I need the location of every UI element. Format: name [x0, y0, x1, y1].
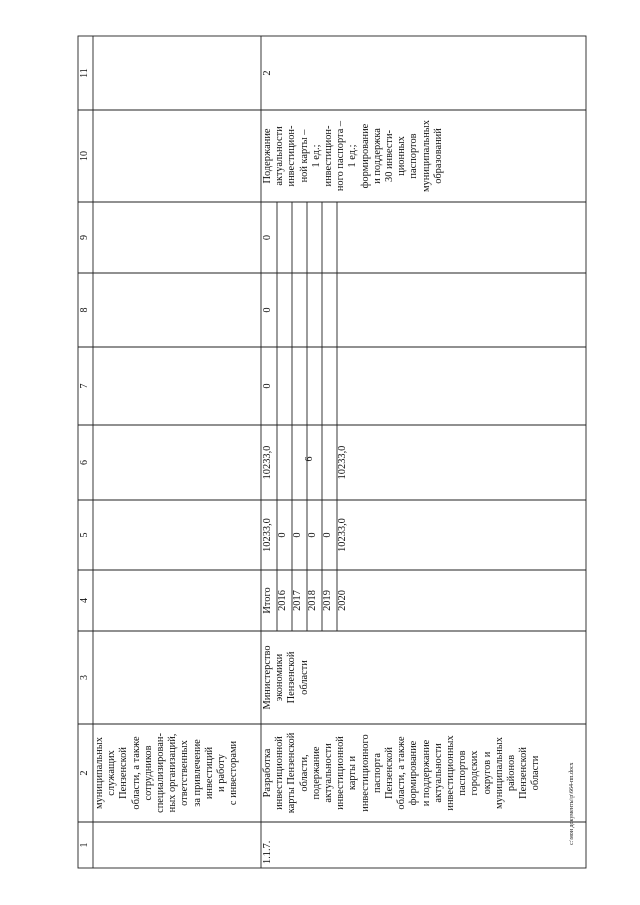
header-col-8: 8: [79, 307, 90, 313]
row-number: 1.1.7.: [262, 840, 273, 864]
amount-cell: 0: [277, 532, 288, 538]
header-col-4: 4: [79, 598, 90, 603]
header-col-10: 10: [79, 151, 90, 161]
year-cell: 2018: [307, 590, 318, 611]
year-cell: 2020: [337, 590, 348, 611]
header-col-2: 2: [79, 770, 90, 776]
header-col-9: 9: [79, 235, 90, 240]
amount-cell: 0: [262, 383, 273, 389]
row-executor: Министерство экономики Пензенской области: [262, 645, 310, 710]
amount-cell: 0: [262, 307, 273, 313]
score-cell: 2: [262, 70, 273, 76]
header-col-11: 11: [79, 68, 90, 78]
year-cell: 2019: [322, 590, 333, 611]
amount-cell: 10233,0: [337, 445, 348, 480]
year-cell: Итого: [262, 587, 273, 614]
row-indicator: Подержание актуальности инвестицион- ной карты – 1 ед.; инвестицион- ного паспорта – 1 ед.; формирование и поддержка 30 инвести- ционных паспортов муниципальных образований: [262, 120, 444, 192]
amount-cell: 0: [292, 532, 303, 538]
header-col-1: 1: [79, 842, 90, 848]
amount-cell: 10233,0: [337, 518, 348, 552]
page-number: 6: [304, 456, 315, 462]
amount-cell: 0: [322, 532, 333, 538]
header-col-6: 6: [79, 460, 90, 465]
year-cell: 2017: [292, 590, 303, 611]
amount-cell: 0: [307, 532, 318, 538]
header-col-5: 5: [79, 532, 90, 538]
header-col-7: 7: [79, 383, 90, 389]
header-col-3: 3: [79, 675, 90, 680]
row-name: Разработка инвестиционной карты Пензенской области, подержание актуальности инвестиционной карты и инвестиционного паспорта Пензенской области, а также формирование и поддержание актуальности инвестиционных паспортов городских округов и муниципальных районов Пензенской области: [262, 732, 542, 814]
amount-cell: 10233,0: [262, 445, 273, 480]
file-path-footer: c:\мои документы\p\664-пп.docx: [569, 762, 575, 845]
year-cell: 2016: [277, 590, 288, 611]
continuation-text: муниципальных служащих Пензенской области, а также сотрудников специализирован- ных организаций, ответственных за привлечение инвестиций и работу с инвесторами: [94, 733, 240, 813]
amount-cell: 10233,0: [262, 518, 273, 552]
amount-cell: 0: [262, 234, 273, 241]
